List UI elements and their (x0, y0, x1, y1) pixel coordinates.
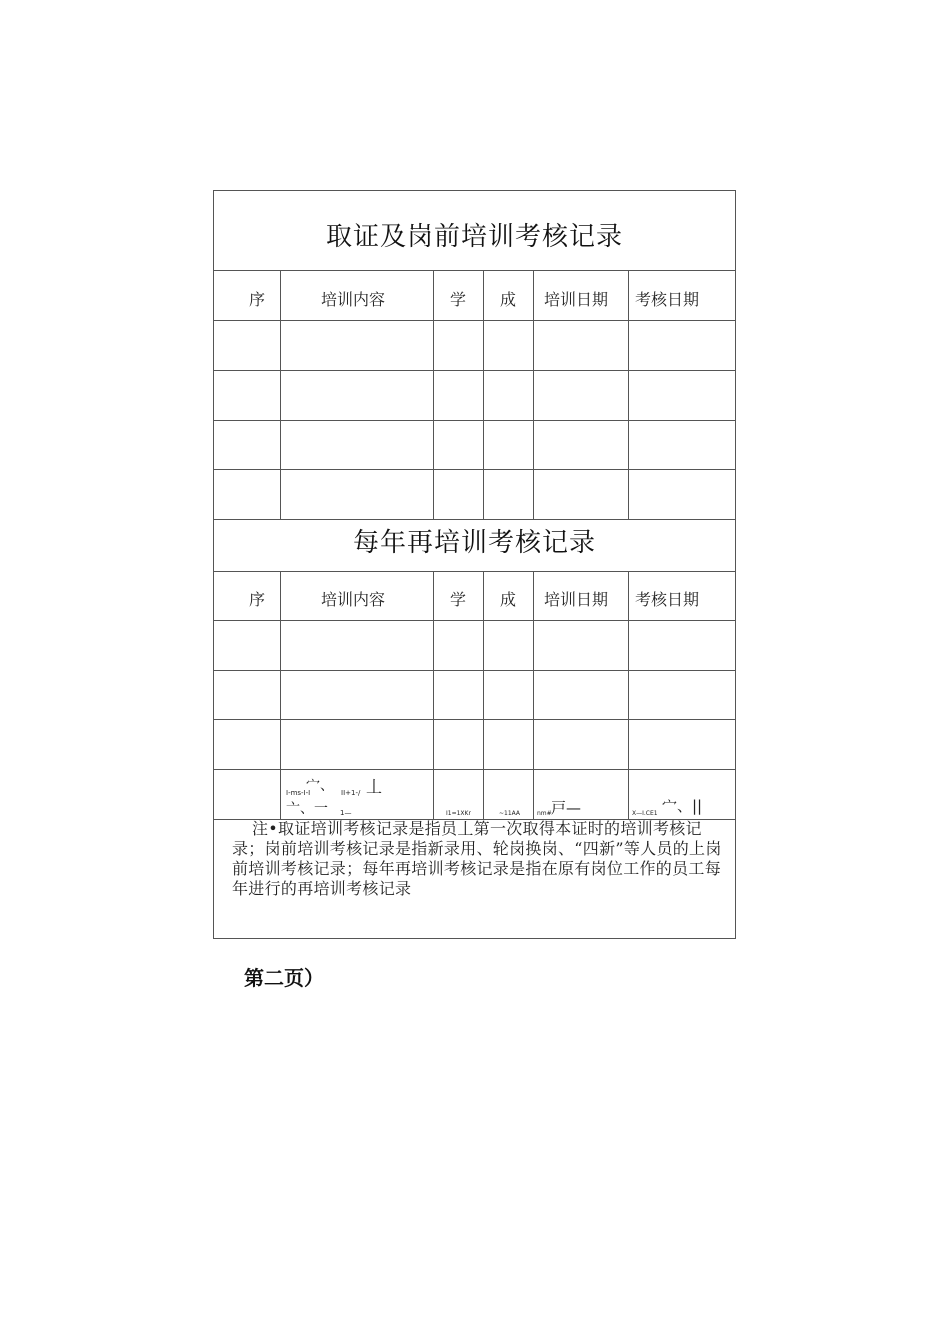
column-divider (533, 571, 534, 819)
section1-title: 取证及岗前培训考核记录 (325, 222, 623, 252)
garbled-text: 亠、一 (286, 801, 328, 817)
column-divider (628, 571, 629, 819)
column-divider (483, 270, 484, 519)
divider (214, 420, 735, 421)
garbled-text: 戸— (551, 799, 582, 817)
header-score: 成 (500, 590, 517, 609)
column-divider (280, 270, 281, 519)
training-record-sheet (213, 190, 736, 939)
divider (214, 719, 735, 720)
divider (214, 769, 735, 770)
garbled-text: 丄 (366, 777, 383, 796)
garbled-text: 宀、 (306, 778, 334, 794)
garbled-text: I1=1XKr (446, 810, 471, 817)
garbled-text: 宀、|| (662, 797, 703, 815)
note-text: 注•取证培训考核记录是指员丄第一次取得本证时的培训考核记录；岗前培训考核记录是指新录用、轮岗换岗、“四新”等人员的上岗前培训考核记录；每年再培训考核记录是指在原有岗位工作的员工每年进行的再培训考核记录 (232, 819, 722, 898)
divider (214, 519, 735, 520)
column-divider (280, 571, 281, 819)
header-content: 培训内容 (321, 290, 386, 309)
divider (214, 670, 735, 671)
divider (214, 620, 735, 621)
column-divider (433, 571, 434, 819)
header-study: 学 (450, 590, 467, 609)
header-seq: 序 (249, 590, 266, 609)
header-seq: 序 (249, 290, 266, 309)
divider (214, 469, 735, 470)
header-training-date: 培训日期 (544, 590, 609, 609)
header-score: 成 (500, 290, 517, 309)
garbled-text: ~11AA (499, 810, 521, 817)
divider (214, 320, 735, 321)
page-label: 第二页） (244, 966, 324, 990)
header-exam-date: 考核日期 (635, 290, 700, 309)
column-divider (533, 270, 534, 519)
divider (214, 370, 735, 371)
garbled-text: nm# (537, 810, 552, 817)
garbled-text: X—I.CE1 (632, 810, 658, 817)
column-divider (628, 270, 629, 519)
section2-title: 每年再培训考核记录 (352, 528, 596, 558)
garbled-text: II+1-/ (341, 789, 361, 797)
header-study: 学 (450, 290, 467, 309)
divider (214, 270, 735, 271)
divider (214, 571, 735, 572)
garbled-text: 1— (340, 809, 352, 817)
header-exam-date: 考核日期 (635, 590, 700, 609)
column-divider (433, 270, 434, 519)
garbled-text: I-ms-I-I (286, 789, 311, 797)
column-divider (483, 571, 484, 819)
header-training-date: 培训日期 (544, 290, 609, 309)
header-content: 培训内容 (321, 590, 386, 609)
